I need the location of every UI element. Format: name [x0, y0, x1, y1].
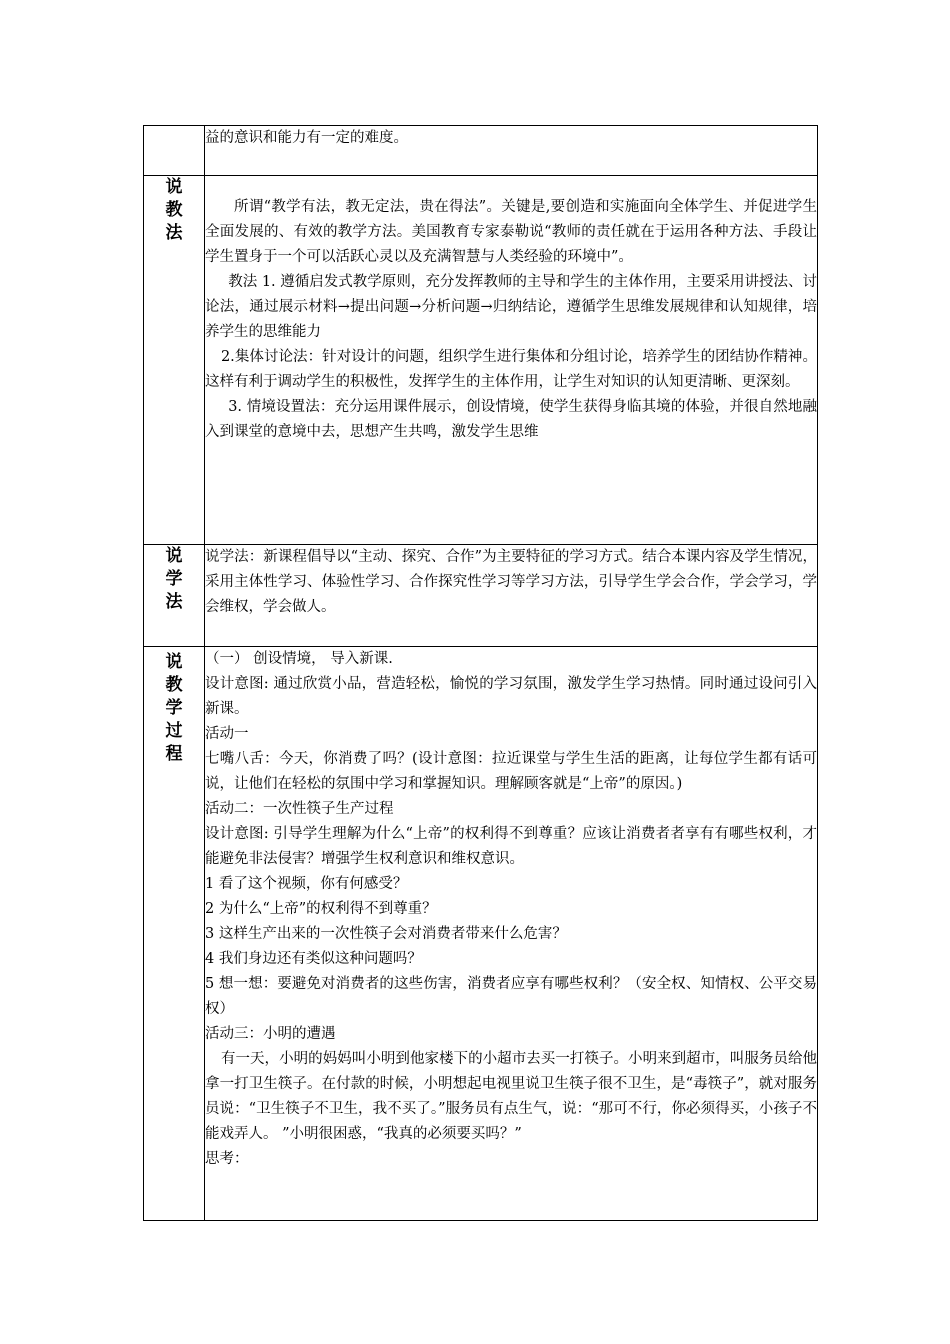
teaching-process-cell [205, 647, 818, 1221]
paragraph: 七嘴八舌：今天，你消费了吗？(设计意图：拉近课堂与学生生活的距离，让每位学生都有话可说，让他们在轻松的氛围中学习和掌握知识。理解顾客就是“上帝”的原因。) [205, 751, 817, 792]
row-label-teaching-process [144, 647, 205, 1221]
paragraph: 有一天，小明的妈妈叫小明到他家楼下的小超市去买一打筷子。小明来到超市，叫服务员给他拿一打卫生筷子。在付款的时候，小明想起电视里说卫生筷子很不卫生，是“毒筷子”，就对服务员说：“卫生筷子不卫生，我不买了。”服务员有点生气，说：“那可不行，你必须得买，小孩子不能戏弄人。 ”小明很困惑，“我真的必须要买吗？” [205, 1051, 817, 1142]
paragraph: 活动一 [205, 726, 249, 742]
paragraph: 设计意图: 引导学生理解为什么“上帝”的权利得不到尊重？应该让消费者者享有有哪些权利，才能避免非法侵害？增强学生权利意识和维权意识。 [205, 826, 817, 867]
row-label-learning-method [144, 545, 205, 647]
paragraph: 所谓“教学有法，教无定法，贵在得法”。关键是,要创造和实施面向全体学生、并促进学生全面发展的、有效的教学方法。美国教育专家泰勒说“教师的责任就在于运用各种方法、手段让学生置身于一个可以活跃心灵以及充满智慧与人类经验的环境中”。 [205, 199, 817, 265]
paragraph: 4 我们身边还有类似这种问题吗？ [205, 951, 422, 967]
paragraph: 思考： [205, 1151, 249, 1167]
paragraph: 5 想一想：要避免对消费者的这些伤害，消费者应享有哪些权利？（安全权、知情权、公平交易权） [205, 976, 817, 1017]
row-label-empty [144, 126, 205, 176]
label-text [144, 647, 204, 766]
label-char: 说 [165, 652, 183, 672]
paragraph: 活动三：小明的遭遇 [205, 1026, 336, 1042]
continuation-cell [205, 126, 818, 176]
paragraph: 益的意识和能力有一定的难度。 [205, 130, 408, 146]
label-char: 过 [165, 721, 183, 741]
label-char: 法 [165, 592, 183, 612]
paragraph: 2 为什么“上帝”的权利得不到尊重？ [205, 901, 437, 917]
table-row [144, 126, 818, 176]
paragraph: 设计意图: 通过欣赏小品，营造轻松，愉悦的学习氛围，激发学生学习热情。同时通过设问引入新课。 [205, 676, 817, 717]
table-row [144, 545, 818, 647]
paragraph: 说学法：新课程倡导以“主动、探究、合作”为主要特征的学习方式。结合本课内容及学生情况，采用主体性学习、体验性学习、合作探究性学习等学习方法，引导学生学会合作，学会学习，学会维权，学会做人。 [205, 549, 817, 615]
label-char: 教 [165, 675, 183, 695]
table-row [144, 647, 818, 1221]
paragraph: 活动二：一次性筷子生产过程 [205, 801, 394, 817]
label-char: 学 [165, 698, 183, 718]
paragraph: 3 这样生产出来的一次性筷子会对消费者带来什么危害？ [205, 926, 567, 942]
row-label-teaching-method [144, 176, 205, 545]
table-row [144, 176, 818, 545]
label-char: 说 [165, 177, 183, 197]
paragraph: 1 看了这个视频，你有何感受？ [205, 876, 408, 892]
teaching-method-cell [205, 176, 818, 545]
label-char: 说 [165, 546, 183, 566]
label-char: 法 [165, 223, 183, 243]
paragraph: 3. 情境设置法：充分运用课件展示，创设情境，使学生获得身临其境的体验，并很自然地融入到课堂的意境中去，思想产生共鸣，激发学生思维 [205, 399, 817, 440]
label-text [144, 545, 204, 614]
lesson-plan-table [143, 125, 818, 1221]
paragraph: （一） 创设情境， 导入新课. [205, 651, 393, 667]
label-char: 学 [165, 569, 183, 589]
label-char: 程 [165, 744, 183, 764]
paragraph: 2.集体讨论法：针对设计的问题，组织学生进行集体和分组讨论，培养学生的团结协作精神。这样有利于调动学生的积极性，发挥学生的主体作用，让学生对知识的认知更清晰、更深刻。 [205, 349, 817, 390]
label-char: 教 [165, 200, 183, 220]
label-text [144, 176, 204, 245]
paragraph: 教法 1. 遵循启发式教学原则，充分发挥教师的主导和学生的主体作用，主要采用讲授法、讨论法，通过展示材料→提出问题→分析问题→归纳结论，遵循学生思维发展规律和认知规律，培养学生的思维能力 [205, 274, 817, 340]
learning-method-cell [205, 545, 818, 647]
